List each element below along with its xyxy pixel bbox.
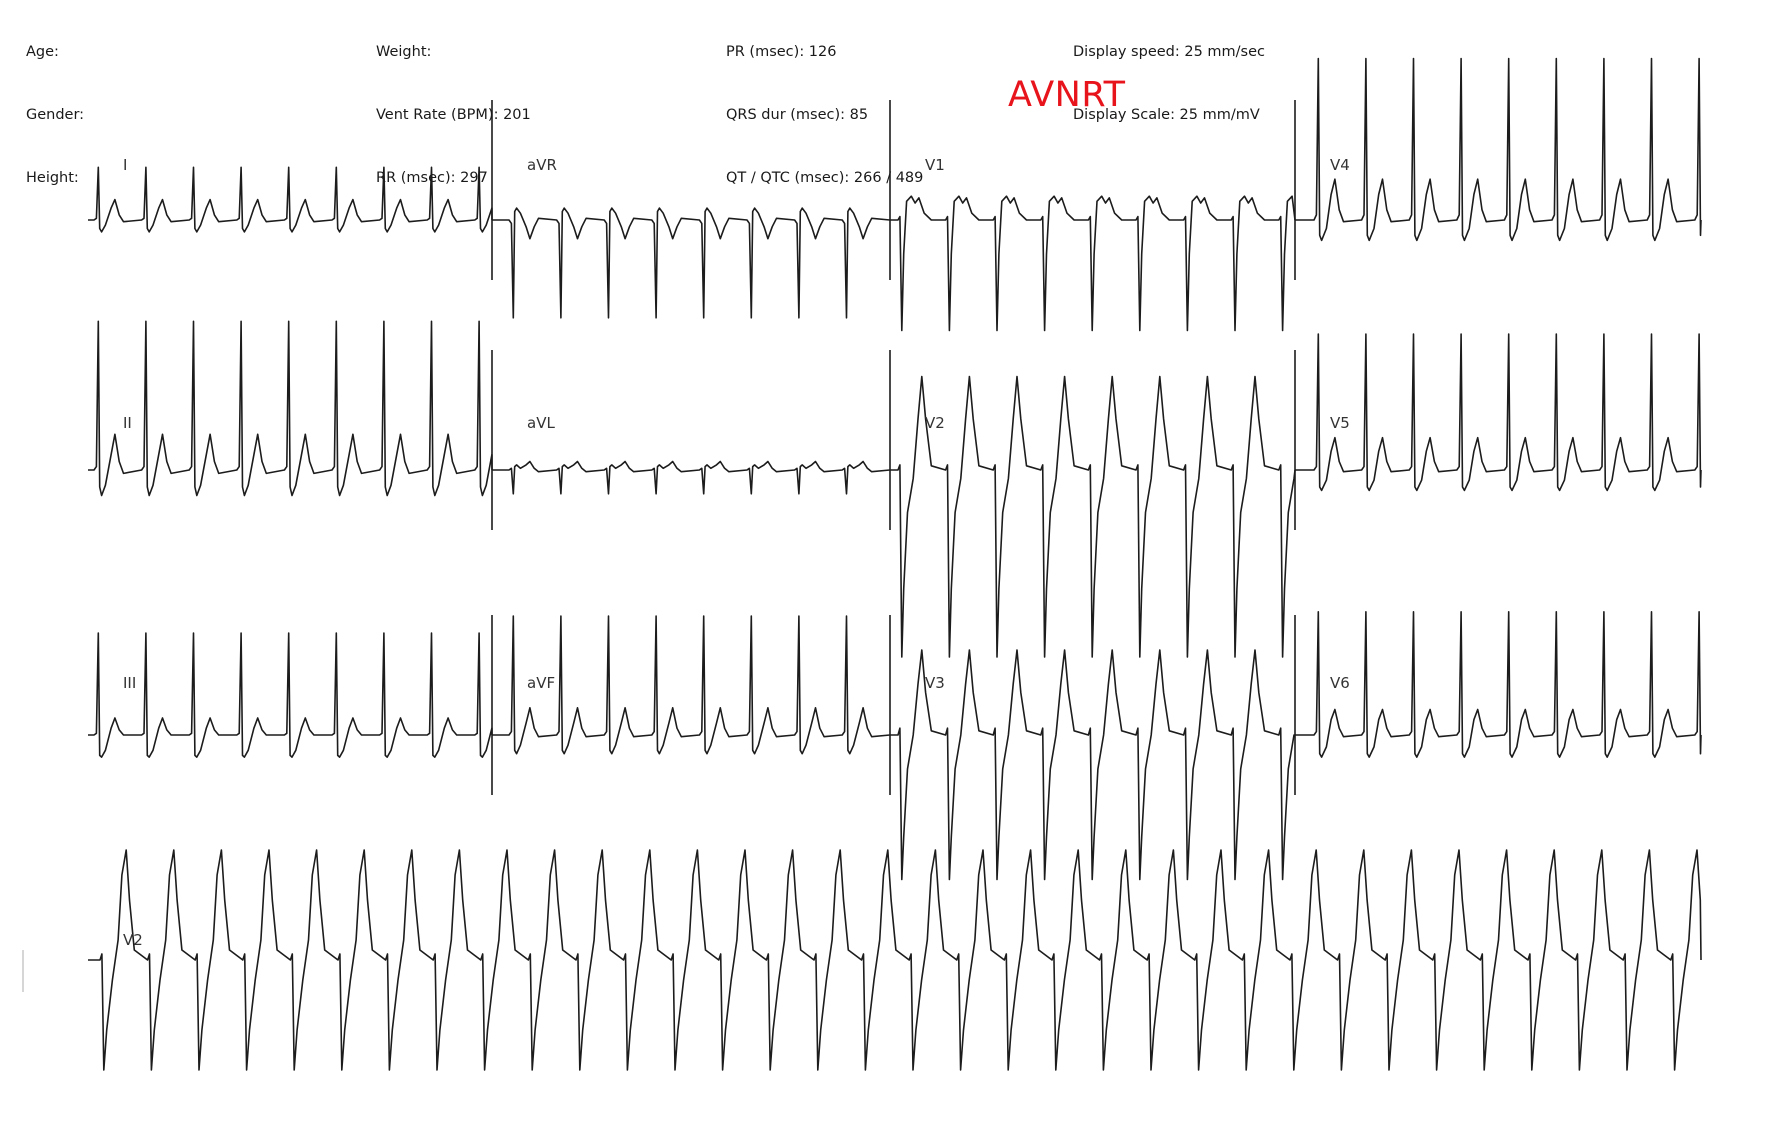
qt-qtc-value: QT / QTC (msec): 266 / 489	[726, 170, 924, 186]
lead-i-label: I	[123, 156, 128, 174]
display-scale-value: Display Scale: 25 mm/mV	[1073, 107, 1260, 123]
lead-ii-label: II	[123, 414, 132, 432]
qrs-duration-value: QRS dur (msec): 85	[726, 107, 869, 123]
lead-v6-label: V6	[1330, 674, 1350, 692]
lead-iii-trace	[88, 633, 492, 757]
lead-avr-trace	[492, 208, 890, 318]
lead-v3-label: V3	[925, 674, 945, 692]
lead-v3-trace	[890, 650, 1295, 880]
age-label: Age:	[26, 44, 59, 60]
height-label: Height:	[26, 170, 79, 186]
ecg-traces	[88, 59, 1701, 1071]
lead-v6-trace	[1295, 612, 1701, 757]
lead-v1-label: V1	[925, 156, 945, 174]
vent-rate-value: Vent Rate (BPM): 201	[376, 107, 531, 123]
lead-iii-label: III	[123, 674, 137, 692]
gender-label: Gender:	[26, 107, 85, 123]
pr-interval-value: PR (msec): 126	[726, 44, 837, 60]
lead-i-trace	[88, 167, 492, 232]
lead-v4-trace	[1295, 59, 1701, 241]
rhythm-strip-trace	[88, 850, 1701, 1070]
lead-v4-label: V4	[1330, 156, 1350, 174]
lead-v5-trace	[1295, 334, 1701, 490]
lead-avl-trace	[492, 462, 890, 494]
lead-v5-label: V5	[1330, 414, 1350, 432]
weight-label: Weight:	[376, 44, 432, 60]
display-speed-value: Display speed: 25 mm/sec	[1073, 44, 1265, 60]
lead-v1-trace	[890, 196, 1295, 330]
lead-v2-trace	[890, 377, 1295, 658]
lead-avf-label: aVF	[527, 674, 556, 692]
rr-interval-value: RR (msec): 297	[376, 170, 488, 186]
lead-avl-label: aVL	[527, 414, 555, 432]
lead-ii-trace	[88, 321, 492, 495]
lead-avr-label: aVR	[527, 156, 557, 174]
diagnosis-title: AVNRT	[1008, 75, 1126, 115]
lead-labels	[123, 156, 1350, 949]
lead-v2-label: V2	[925, 414, 945, 432]
rhythm-strip-label: V2	[123, 931, 143, 949]
